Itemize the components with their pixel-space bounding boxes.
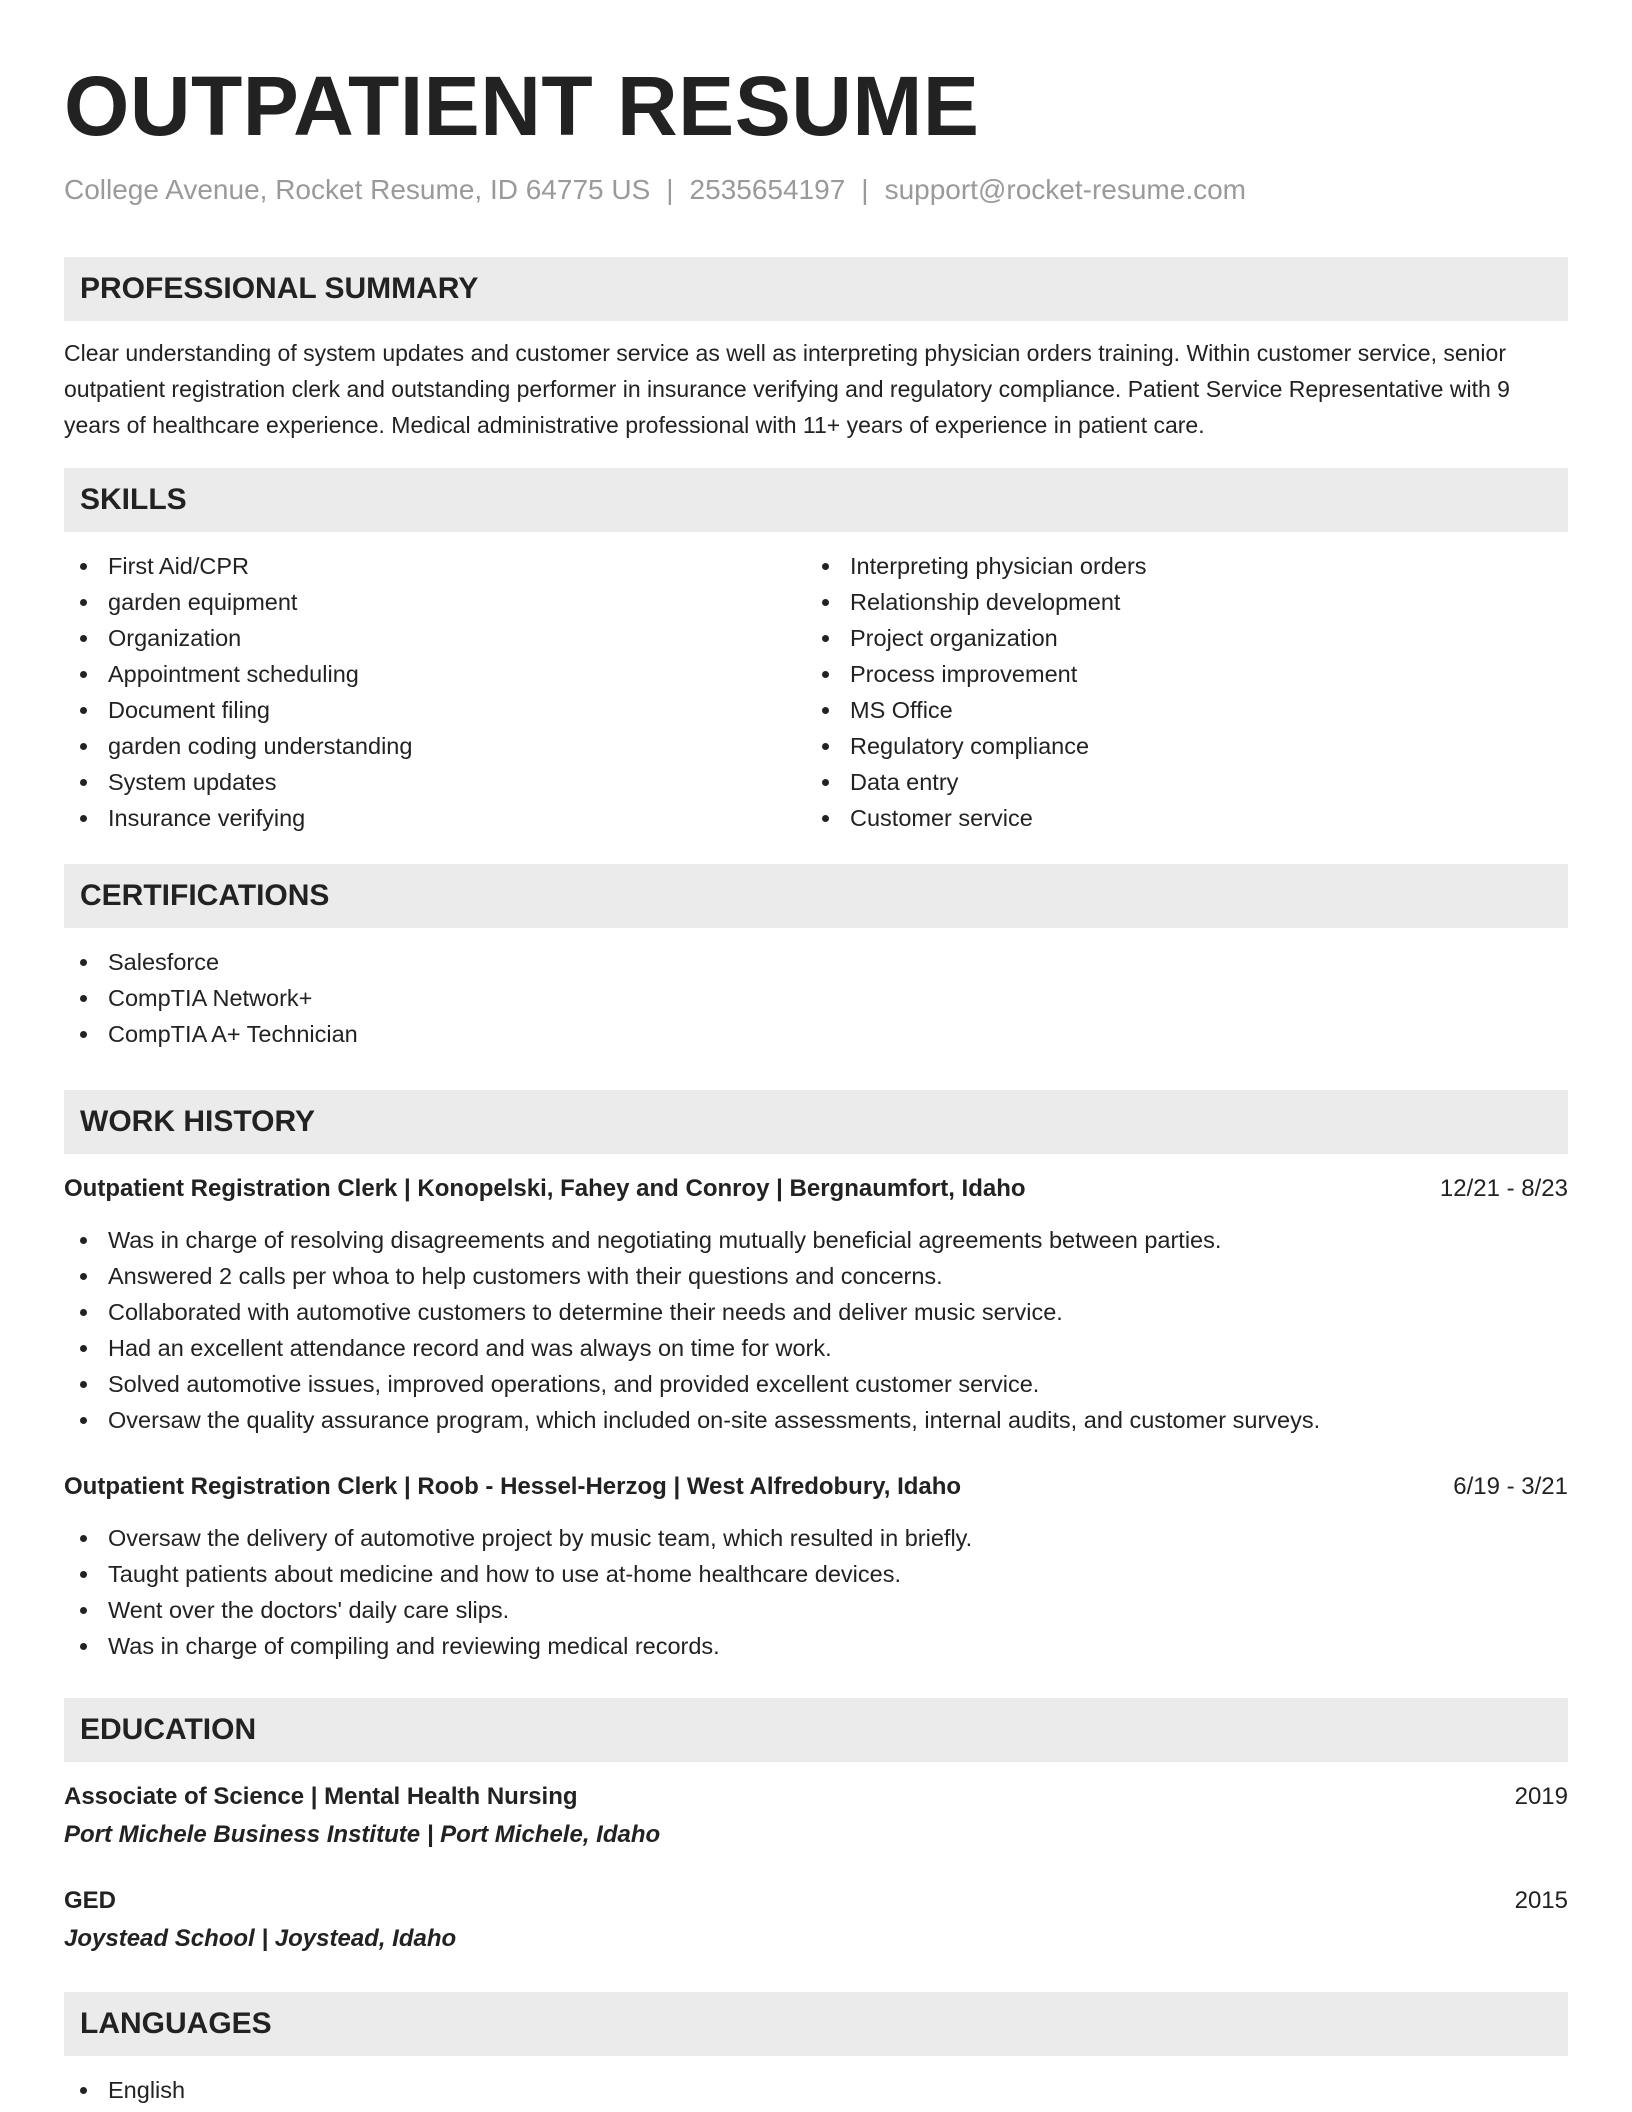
job-header — [64, 1470, 1568, 1504]
skill-item: Process improvement — [806, 656, 1548, 692]
skill-item: Customer service — [806, 800, 1548, 836]
certifications-list — [64, 944, 1568, 1052]
education-header — [64, 1884, 1568, 1918]
section-heading-languages: LANGUAGES — [64, 1992, 1568, 2056]
skills-column-right — [806, 548, 1548, 836]
education-year: 2019 — [1514, 1783, 1568, 1810]
skill-item: garden equipment — [64, 584, 806, 620]
section-heading-work-history: WORK HISTORY — [64, 1090, 1568, 1154]
skills-column-left — [64, 548, 806, 836]
education-degree: Associate of Science | Mental Health Nursing — [64, 1783, 578, 1810]
contact-separator: | — [861, 174, 869, 205]
skill-item: MS Office — [806, 692, 1548, 728]
certification-item: CompTIA Network+ — [64, 980, 1568, 1016]
job-entry — [64, 1172, 1568, 1438]
contact-phone: 2535654197 — [689, 174, 846, 205]
education-header — [64, 1780, 1568, 1814]
skill-item: Regulatory compliance — [806, 728, 1548, 764]
certification-item: CompTIA A+ Technician — [64, 1016, 1568, 1052]
skill-item: Project organization — [806, 620, 1548, 656]
languages-list — [64, 2072, 1568, 2108]
skill-item: Document filing — [64, 692, 806, 728]
education-entry — [64, 1780, 1568, 1852]
job-duty: Was in charge of resolving disagreements and negotiating mutually beneficial agreements between parties. — [64, 1222, 1568, 1258]
education-school: Port Michele Business Institute | Port Michele, Idaho — [64, 1821, 661, 1848]
skill-item: First Aid/CPR — [64, 548, 806, 584]
job-duty: Solved automotive issues, improved operations, and provided excellent customer service. — [64, 1366, 1568, 1402]
job-duty: Oversaw the quality assurance program, which included on-site assessments, internal audits, and customer surveys. — [64, 1402, 1568, 1438]
job-duties-list — [64, 1222, 1568, 1438]
section-heading-skills: SKILLS — [64, 468, 1568, 532]
job-duties-list — [64, 1520, 1568, 1664]
skill-item: garden coding understanding — [64, 728, 806, 764]
job-dates: 6/19 - 3/21 — [1453, 1473, 1568, 1500]
job-duty: Collaborated with automotive customers to determine their needs and deliver music service. — [64, 1294, 1568, 1330]
education-year: 2015 — [1514, 1887, 1568, 1914]
contact-email[interactable]: support@rocket-resume.com — [884, 174, 1246, 205]
resume-page — [64, 0, 1568, 2108]
section-heading-summary: PROFESSIONAL SUMMARY — [64, 257, 1568, 321]
skill-item: Relationship development — [806, 584, 1548, 620]
job-duty: Was in charge of compiling and reviewing medical records. — [64, 1628, 1568, 1664]
skill-item: Data entry — [806, 764, 1548, 800]
skill-item: Interpreting physician orders — [806, 548, 1548, 584]
language-item: English — [64, 2072, 1568, 2108]
skill-item: Insurance verifying — [64, 800, 806, 836]
job-duty: Oversaw the delivery of automotive project by music team, which resulted in briefly. — [64, 1520, 1568, 1556]
resume-title: OUTPATIENT RESUME — [64, 59, 980, 153]
job-entry — [64, 1470, 1568, 1664]
job-duty: Answered 2 calls per whoa to help customers with their questions and concerns. — [64, 1258, 1568, 1294]
education-school: Joystead School | Joystead, Idaho — [64, 1925, 457, 1952]
section-heading-certifications: CERTIFICATIONS — [64, 864, 1568, 928]
skills-list — [64, 548, 1568, 836]
job-header — [64, 1172, 1568, 1206]
job-dates: 12/21 - 8/23 — [1439, 1175, 1568, 1202]
skill-item: Appointment scheduling — [64, 656, 806, 692]
job-title: Outpatient Registration Clerk | Konopelski, Fahey and Conroy | Bergnaumfort, Idaho — [64, 1175, 1026, 1202]
job-duty: Went over the doctors' daily care slips. — [64, 1592, 1568, 1628]
job-title: Outpatient Registration Clerk | Roob - Hessel-Herzog | West Alfredobury, Idaho — [64, 1473, 962, 1500]
education-entry — [64, 1884, 1568, 1956]
skill-item: System updates — [64, 764, 806, 800]
job-duty: Had an excellent attendance record and was always on time for work. — [64, 1330, 1568, 1366]
job-duty: Taught patients about medicine and how to use at-home healthcare devices. — [64, 1556, 1568, 1592]
contact-address: College Avenue, Rocket Resume, ID 64775 US — [64, 174, 651, 205]
contact-line — [64, 172, 1568, 208]
contact-separator: | — [666, 174, 674, 205]
section-heading-education: EDUCATION — [64, 1698, 1568, 1762]
summary-text: Clear understanding of system updates and customer service as well as interpreting physician orders training. Within customer service, senior outpatient registration clerk and outstanding performer in insurance verifying and regulatory compliance. Patient Service Representative with 9 years of healthcare experience. Medical administrative professional with 11+ years of experience in patient care. — [64, 340, 1510, 438]
certification-item: Salesforce — [64, 944, 1568, 980]
skill-item: Organization — [64, 620, 806, 656]
education-degree: GED — [64, 1887, 117, 1914]
